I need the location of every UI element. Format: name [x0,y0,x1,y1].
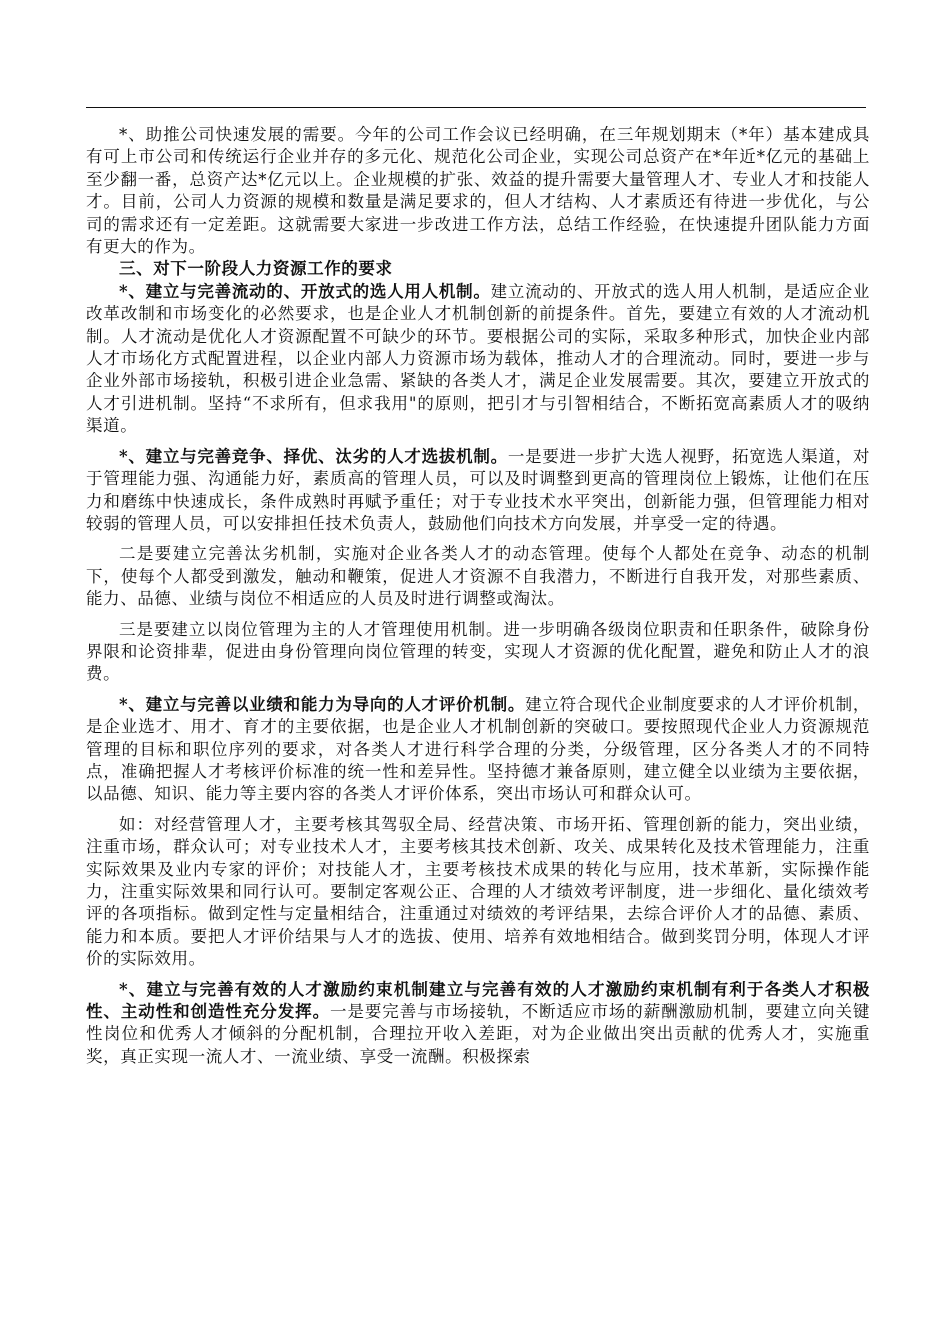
document-body [86,124,870,1068]
paragraph-talent-selection [86,446,870,536]
section-heading: 三、对下一阶段人力资源工作的要求 [119,259,393,279]
paragraph-body: 一是要进一步扩大选人视野，拓宽选人渠道，对于管理能力强、沟通能力好，素质高的管理人员，可以及时调整到更高的管理岗位上锻炼，让他们在压力和磨练中快速成长，条件成熟时再赋予重任；对于专业技术水平突出，创新能力强，但管理能力相对较弱的管理人员，可以安排担任技术负责人，鼓励他们向技术方向发展，并享受一定的待遇。 [86,446,870,533]
paragraph-lead: *、建立与完善有效的人才激励约束机制建立与完善有效的人才激励约束机制有利于各类人才积极性、主动性和创造性充分发挥。 [86,979,870,1022]
paragraph-incentive-mechanism [86,979,870,1069]
paragraph-evaluation-examples: 如：对经营管理人才，主要考核其驾驭全局、经营决策、市场开拓、管理创新的能力，突出业绩，注重市场，群众认可；对专业技术人才，主要考核其技术创新、攻关、成果转化及技术管理能力，注重实际效果及业内专家的评价；对技能人才，主要考核技术成果的转化与应用，技术革新，实际操作能力，注重实际效果和同行认可。要制定客观公正、合理的人才绩效考评制度，进一步细化、量化绩效考评的各项指标。做到定性与定量相结合，注重通过对绩效的考评结果，去综合评价人才的品德、素质、能力和本质。要把人才评价结果与人才的选拔、使用、培养有效地相结合。做到奖罚分明，体现人才评价的实际效用。 [86,814,870,969]
paragraph-post-management: 三是要建立以岗位管理为主的人才管理使用机制。进一步明确各级岗位职责和任职条件，破除身份界限和论资排辈，促进由身份管理向岗位管理的转变，实现人才资源的优化配置，避免和防止人才的浪费。 [86,619,870,684]
paragraph-lead: *、建立与完善流动的、开放式的选人用人机制。 [119,281,491,301]
paragraph-lead: *、建立与完善以业绩和能力为导向的人才评价机制。 [119,694,526,714]
paragraph-body: 建立流动的、开放式的选人用人机制，是适应企业改革改制和市场变化的必然要求，也是企业人才机制创新的前提条件。首先，要建立有效的人才流动机制。人才流动是优化人才资源配置不可缺少的环节。要根据公司的实际，采取多种形式，加快企业内部人才市场化方式配置进程，以企业内部人力资源市场为载体，推动人才的合理流动。同时，要进一步与企业外部市场接轨，积极引进企业急需、紧缺的各类人才，满足企业发展需要。其次，要建立开放式的人才引进机制。坚持“不求所有，但求我用"的原则，把引才与引智相结合，不断拓宽高素质人才的吸纳渠道。 [86,281,870,436]
paragraph-body: 建立符合现代企业制度要求的人才评价机制，是企业选才、用才、育才的主要依据，也是企业人才机制创新的突破口。要按照现代企业人力资源规范管理的目标和职位序列的要求，对各类人才进行科学合理的分类，分级管理，区分各类人才的不同特点，准确把握人才考核评价标准的统一性和差异性。坚持德才兼备原则，建立健全以业绩为主要依据，以品德、知识、能力等主要内容的各类人才评价体系，突出市场认可和群众认可。 [86,694,870,804]
paragraph-company-growth: *、助推公司快速发展的需要。今年的公司工作会议已经明确，在三年规划期末（*年）基本建成具有可上市公司和传统运行企业并存的多元化、规范化公司企业，实现公司总资产在*年近*亿元的基础上至少翻一番，总资产达*亿元以上。企业规模的扩张、效益的提升需要大量管理人才、专业人才和技能人才。目前，公司人力资源的规模和数量是满足要求的，但人才结构、人才素质还有待进一步优化，与公司的需求还有一定差距。这就需要大家进一步改进工作方法，总结工作经验，在快速提升团队能力方面有更大的作为。 [86,125,870,257]
paragraph-body: 一是要完善与市场接轨，不断适应市场的薪酬激励机制，要建立向关键性岗位和优秀人才倾斜的分配机制，合理拉开收入差距，对为企业做出突出贡献的优秀人才，实施重奖，真正实现一流人才、一流业绩、享受一流酬。积极探索 [86,1002,870,1066]
paragraph-talent-mobility [86,281,870,438]
header-divider [86,107,866,108]
paragraph-talent-evaluation [86,694,870,806]
paragraph-elimination-mechanism: 二是要建立完善汰劣机制，实施对企业各类人才的动态管理。使每个人都处在竞争、动态的机制下，使每个人都受到激发，触动和鞭策，促进人才资源不自我潜力，不断进行自我开发，对那些素质、能力、品德、业绩与岗位不相适应的人员及时进行调整或淘汰。 [86,544,870,609]
paragraph-lead: *、建立与完善竞争、择优、汰劣的人才选拔机制。 [119,446,508,466]
